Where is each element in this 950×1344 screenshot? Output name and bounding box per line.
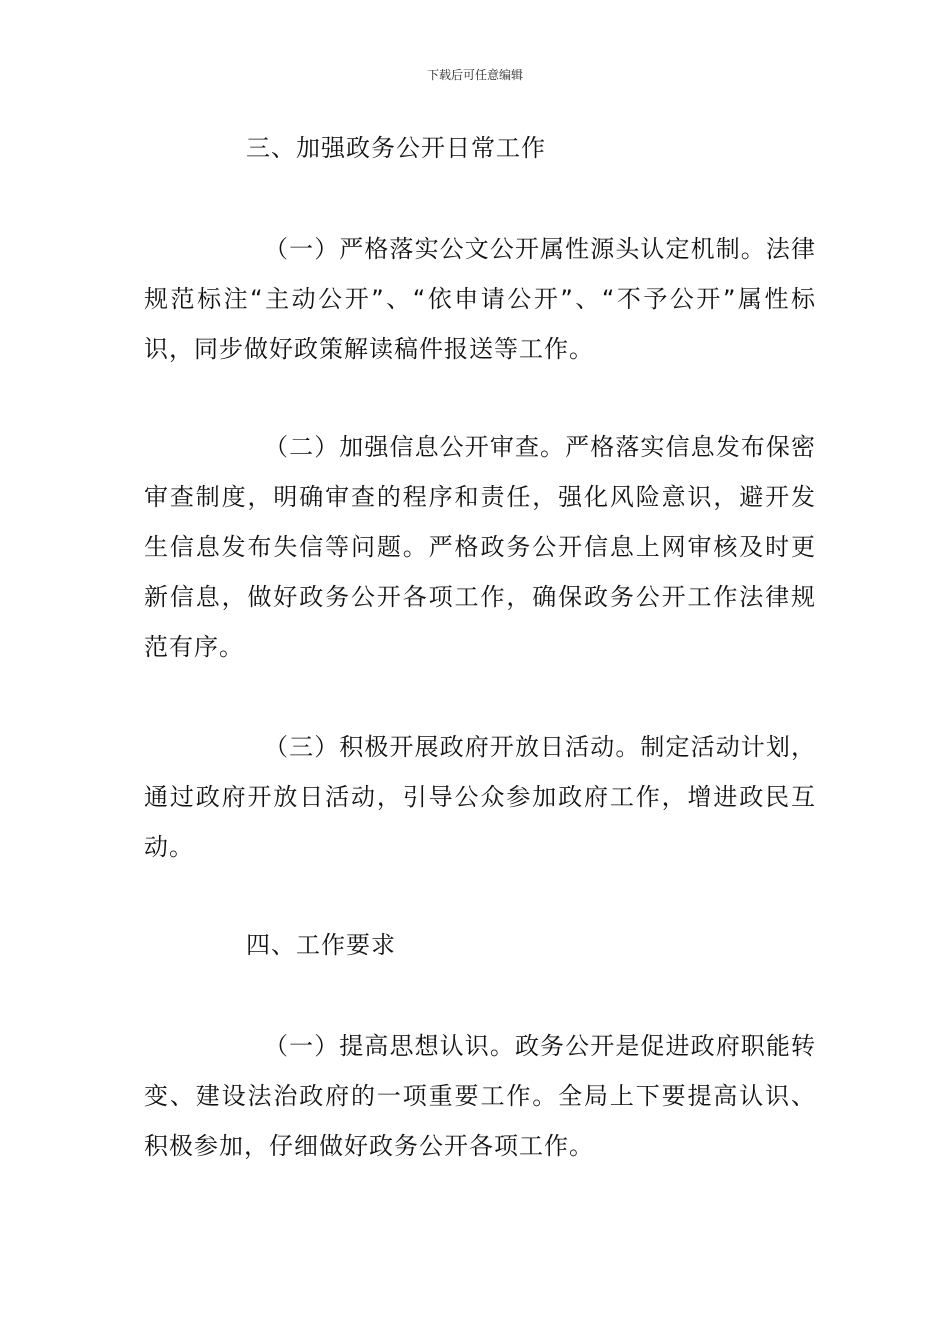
header-note: 下载后可任意编辑: [426, 68, 523, 82]
section-4-heading: 四、工作要求: [246, 931, 396, 959]
section-4-item-1: [144, 1021, 816, 1171]
section-3-heading: 三、加强政务公开日常工作: [246, 134, 546, 162]
paragraph: （一）提高思想认识。政务公开是促进政府职能转变、建设法治政府的一项重要工作。全局上下要提高认识、积极参加，仔细做好政务公开各项工作。: [144, 1032, 816, 1160]
paragraph: （三）积极开展政府开放日活动。制定活动计划，通过政府开放日活动，引导公众参加政府工作，增进政民互动。: [144, 733, 816, 861]
paragraph: （一）严格落实公文公开属性源头认定机制。法律规范标注“主动公开”、“依申请公开”、“不予公开”属性标识，同步做好政策解读稿件报送等工作。: [144, 235, 816, 363]
section-3-item-2: [144, 422, 816, 672]
paragraph: （二）加强信息公开审查。严格落实信息发布保密审查制度，明确审查的程序和责任，强化风险意识，避开发生信息发布失信等问题。严格政务公开信息上网审核及时更新信息，做好政务公开各项工作，确保政务公开工作法律规范有序。: [144, 433, 816, 661]
section-3-item-3: [144, 722, 816, 872]
section-3-item-1: [144, 224, 816, 374]
